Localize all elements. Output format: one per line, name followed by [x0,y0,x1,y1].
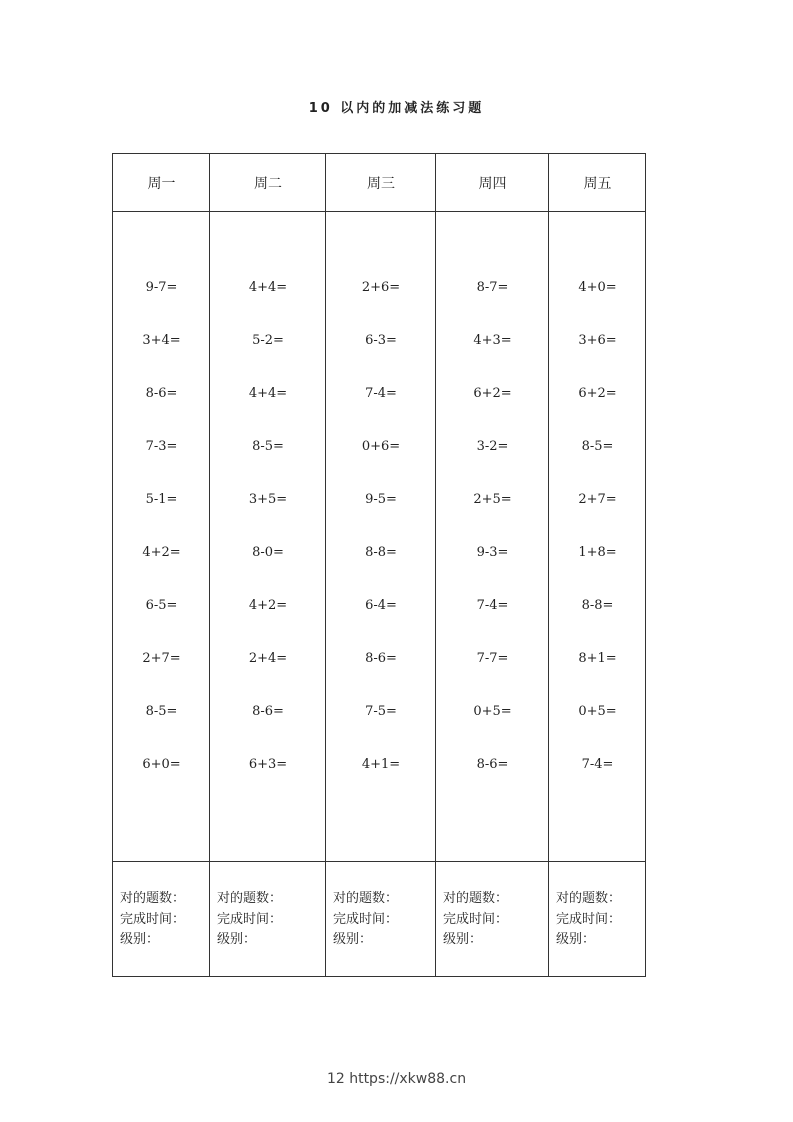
correct-count-label: 对的题数： [333,891,399,906]
equation: 3-2= [476,439,509,454]
equation: 8-6= [252,704,284,719]
equation: 6-5= [145,598,178,613]
equation: 2+4= [248,651,288,666]
equation: 8-6= [145,386,178,401]
column-header: 周五 [583,176,612,192]
equation: 8-8= [365,545,397,560]
day-column [549,154,646,976]
practice-table [112,153,646,977]
completion-time-label: 完成时间： [333,911,399,927]
equation: 8-8= [581,598,614,613]
completion-time-label: 完成时间： [556,911,622,927]
level-label: 级别： [120,932,160,947]
result-fields [217,889,282,951]
equation: 3+5= [248,492,288,507]
correct-count-label: 对的题数： [217,891,283,906]
equation: 3+6= [578,333,617,348]
column-header: 周四 [478,176,507,192]
column-header: 周一 [147,176,176,192]
result-fields [556,889,621,951]
equation: 4+0= [578,280,617,295]
equation: 9-7= [145,280,178,295]
correct-count-label: 对的题数： [120,891,186,906]
equation: 3+4= [142,333,181,348]
equation: 4+4= [248,280,288,295]
equation: 6+0= [142,757,181,772]
equation: 0+5= [473,704,512,719]
result-fields [333,889,398,951]
equation: 0+5= [578,704,617,719]
day-column [326,154,436,976]
equation: 7-4= [581,757,614,772]
equation: 6+2= [578,386,617,401]
equation: 7-4= [365,386,397,401]
level-label: 级别： [217,932,257,947]
equation: 2+5= [473,492,512,507]
day-column [436,154,549,976]
equation: 5-2= [252,333,284,348]
equation: 4+3= [473,333,512,348]
level-label: 级别： [443,932,483,947]
equation: 2+7= [142,651,181,666]
equation: 7-3= [145,439,178,454]
equation: 8-0= [252,545,284,560]
page-title: 10 以内的加减法练习题 [308,101,485,116]
equation: 8-7= [476,280,509,295]
equation: 7-4= [476,598,509,613]
equation: 8+1= [578,651,617,666]
column-header: 周二 [254,176,282,192]
equation: 8-6= [476,757,509,772]
result-fields [120,889,185,951]
equation: 7-5= [365,704,397,719]
day-column [113,154,210,976]
equation: 6-3= [365,333,397,348]
completion-time-label: 完成时间： [443,911,509,927]
equation: 0+6= [361,439,401,454]
correct-count-label: 对的题数： [556,891,622,906]
level-label: 级别： [556,932,596,947]
equation: 9-5= [365,492,397,507]
equation: 4+2= [142,545,181,560]
equation: 6-4= [365,598,397,613]
day-column [210,154,326,976]
equation: 4+1= [361,757,401,772]
equation: 8-6= [365,651,397,666]
equation: 8-5= [581,439,614,454]
equation: 2+7= [578,492,617,507]
equation: 9-3= [476,545,509,560]
level-label: 级别： [333,932,373,947]
equation: 2+6= [361,280,401,295]
completion-time-label: 完成时间： [120,911,186,927]
equation: 8-5= [145,704,178,719]
equation: 7-7= [476,651,509,666]
equation: 5-1= [145,492,178,507]
equation: 4+2= [248,598,288,613]
equation: 1+8= [578,545,617,560]
equation: 4+4= [248,386,288,401]
equation: 6+3= [248,757,288,772]
result-fields [443,889,508,951]
completion-time-label: 完成时间： [217,911,283,927]
equation: 6+2= [473,386,512,401]
equation: 8-5= [252,439,284,454]
correct-count-label: 对的题数： [443,891,509,906]
column-header: 周三 [367,176,395,192]
page-footer: 12 https://xkw88.cn [326,1071,467,1087]
